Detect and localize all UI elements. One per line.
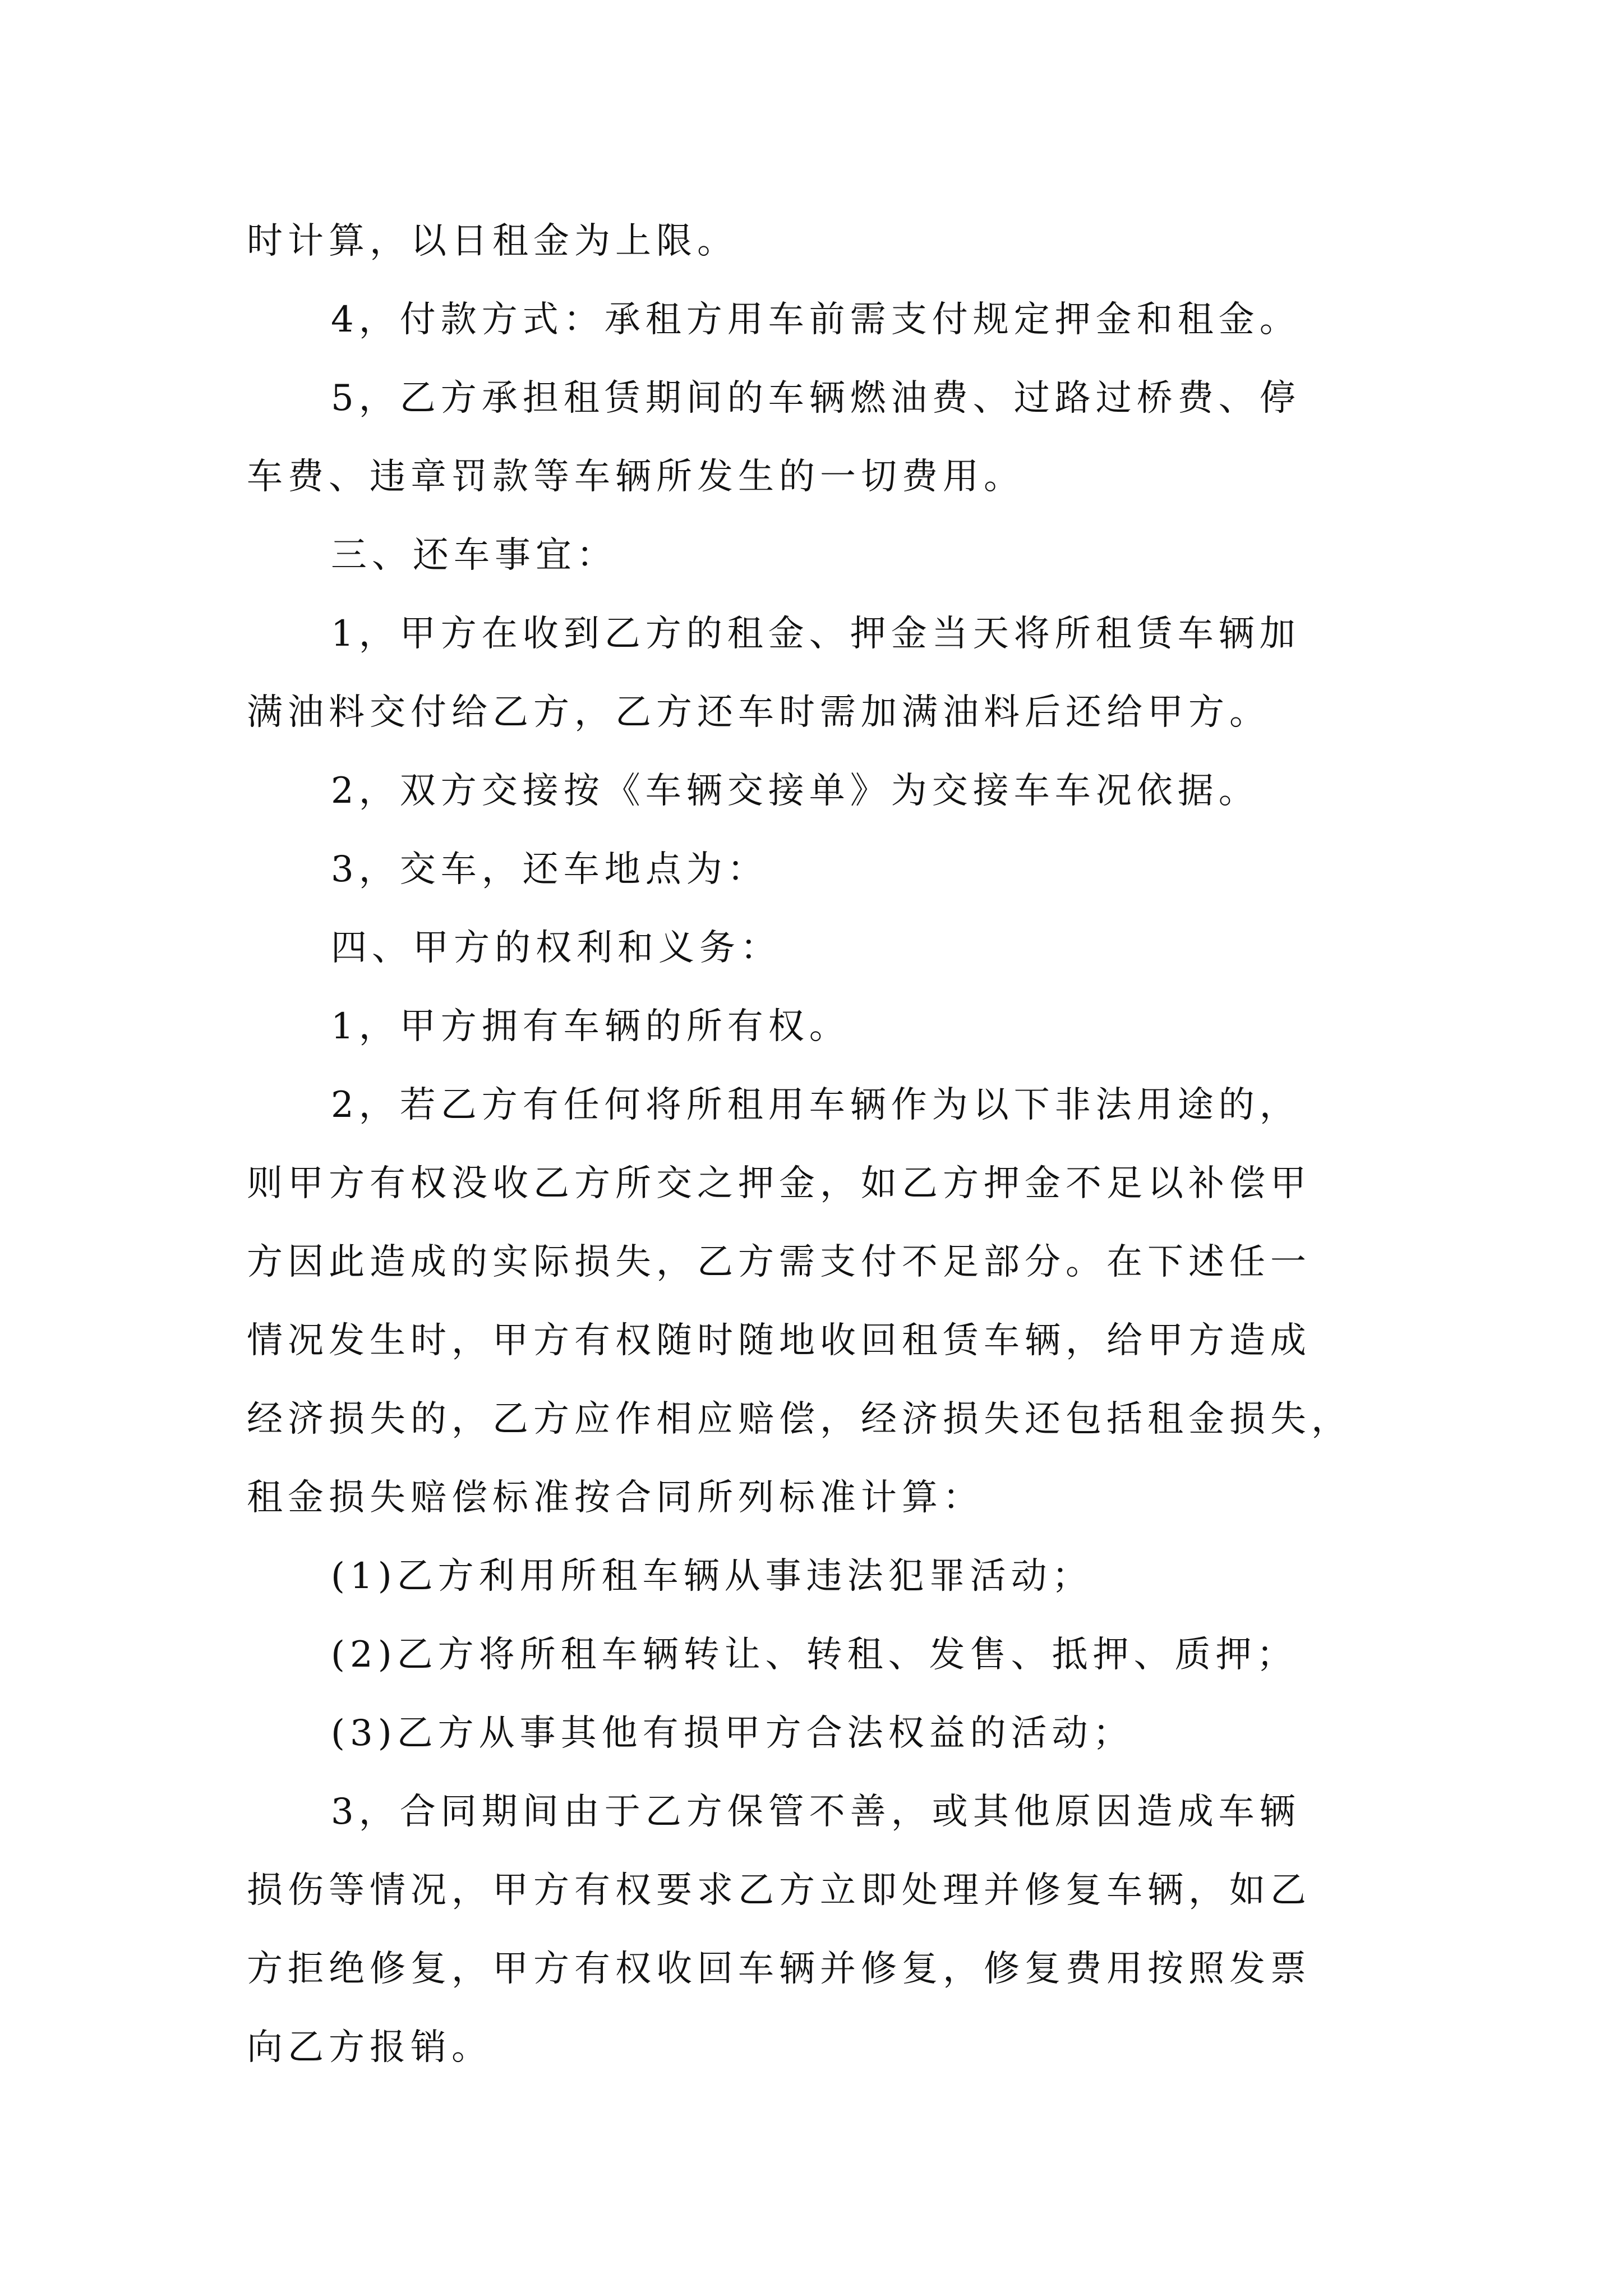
text-line: 向乙方报销。 <box>247 2027 492 2068</box>
text-line: 2，若乙方有任何将所租用车辆作为以下非法用途的， <box>331 1084 1301 1126</box>
list-item: (3)乙方从事其他有损甲方合法权益的活动； <box>331 1713 1134 1754</box>
text-line: 3，合同期间由于乙方保管不善，或其他原因造成车辆 <box>331 1791 1301 1833</box>
contract-text <box>247 202 1380 2087</box>
text-line: 满油料交付给乙方，乙方还车时需加满油料后还给甲方。 <box>247 692 1270 733</box>
text-line: 损伤等情况，甲方有权要求乙方立即处理并修复车辆，如乙 <box>247 1870 1311 1911</box>
section-heading: 三、还车事宜： <box>331 535 617 576</box>
text-line: 3，交车，还车地点为： <box>331 849 768 890</box>
text-line: 5，乙方承担租赁期间的车辆燃油费、过路过桥费、停 <box>331 378 1301 419</box>
text-line: 方拒绝修复，甲方有权收回车辆并修复，修复费用按照发票 <box>247 1948 1311 1990</box>
list-item: (2)乙方将所租车辆转让、转租、发售、抵押、质押； <box>331 1634 1298 1676</box>
text-line: 时计算，以日租金为上限。 <box>247 220 738 262</box>
section-heading: 四、甲方的权利和义务： <box>331 927 781 969</box>
text-line: 情况发生时，甲方有权随时随地收回租赁车辆，给甲方造成 <box>247 1320 1311 1361</box>
text-line: 车费、违章罚款等车辆所发生的一切费用。 <box>247 456 1025 498</box>
text-line: 1，甲方在收到乙方的租金、押金当天将所租赁车辆加 <box>331 613 1301 655</box>
text-line: 2，双方交接按《车辆交接单》为交接车车况依据。 <box>331 770 1260 812</box>
text-line: 则甲方有权没收乙方所交之押金，如乙方押金不足以补偿甲 <box>247 1163 1311 1204</box>
text-line: 经济损失的，乙方应作相应赔偿，经济损失还包括租金损失， <box>247 1398 1352 1440</box>
text-line: 方因此造成的实际损失，乙方需支付不足部分。在下述任一 <box>247 1241 1311 1283</box>
text-line: 1，甲方拥有车辆的所有权。 <box>331 1006 850 1047</box>
list-item: (1)乙方利用所租车辆从事违法犯罪活动； <box>331 1556 1093 1597</box>
text-line: 租金损失赔偿标准按合同所列标准计算： <box>247 1477 984 1519</box>
text-line: 4，付款方式：承租方用车前需支付规定押金和租金。 <box>331 299 1301 341</box>
